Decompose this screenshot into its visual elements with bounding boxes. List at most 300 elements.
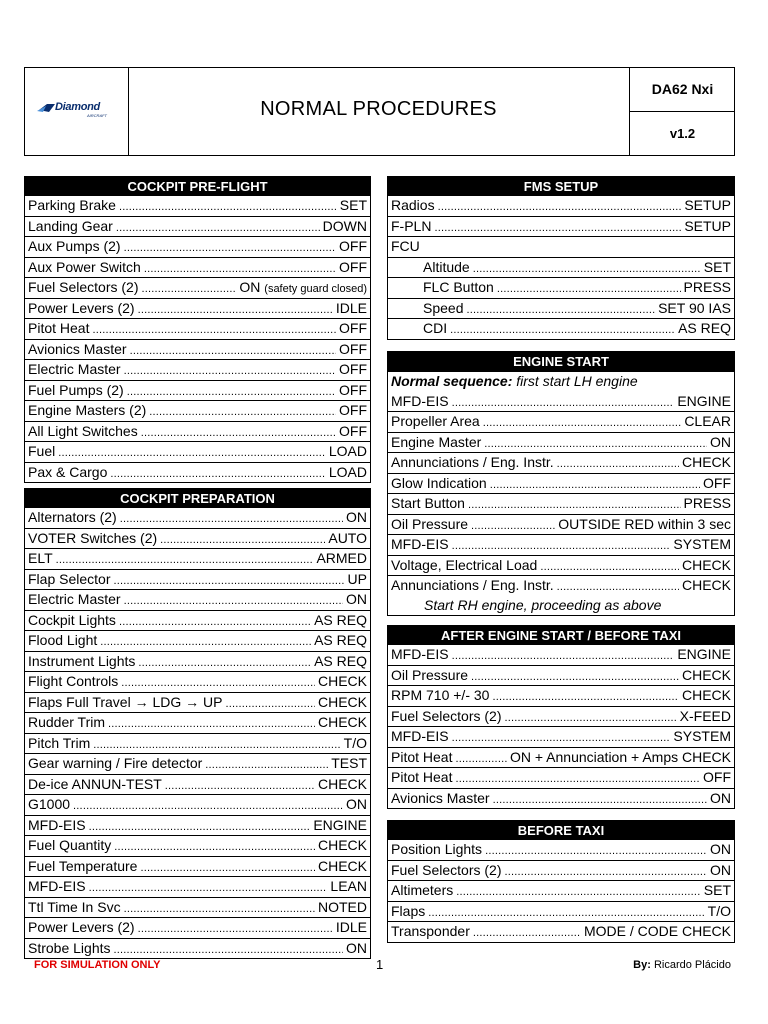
checklist-value [329, 463, 367, 483]
section-title: AFTER ENGINE START / BEFORE TAXI [388, 626, 734, 645]
value-text: CHECK [317, 837, 367, 853]
checklist-item: Start Button [391, 495, 465, 511]
value-text: SET [703, 882, 731, 898]
checklist-item: Pitot Heat [391, 769, 453, 785]
checklist-row [388, 726, 734, 747]
value-text: ON [346, 796, 367, 812]
checklist-value [682, 666, 731, 686]
checklist-row [25, 359, 370, 380]
leader-dots [73, 797, 343, 815]
leader-dots [557, 455, 679, 473]
leader-dots [468, 496, 681, 514]
checklist-value [318, 898, 367, 918]
checklist-item: Radios [391, 197, 435, 213]
checklist-value [318, 775, 367, 795]
value-text: AS REQ [314, 632, 367, 648]
checklist-row [25, 400, 370, 421]
title-cell [128, 68, 629, 155]
checklist-row [25, 298, 370, 319]
value-text: SET 90 IAS [658, 299, 731, 316]
checklist-item: Rudder Trim [28, 714, 106, 730]
checklist-value [346, 508, 367, 528]
checklist-row [388, 432, 734, 453]
value-text: CHECK [317, 857, 367, 874]
value-text: ON + Annunciation + Amps CHECK [510, 748, 731, 765]
value-text: AS REQ [678, 320, 731, 336]
leader-dots [485, 842, 707, 860]
checklist-item: MFD-EIS [391, 536, 449, 552]
checklist-item: FLC Button [423, 279, 494, 295]
checklist-row [25, 938, 370, 959]
checklist-item: MFD-EIS [391, 392, 449, 409]
value-text: SYSTEM [673, 728, 731, 744]
value-text: OFF [339, 361, 367, 377]
value-text: OUTSIDE RED within 3 sec [558, 515, 731, 532]
checklist-rows [25, 196, 370, 482]
checklist-value [348, 570, 367, 590]
checklist-row [388, 236, 734, 257]
logo-cell [25, 68, 129, 155]
value-text: ON [710, 789, 731, 806]
checklist-row [25, 856, 370, 877]
value-text: OFF [703, 474, 731, 491]
checklist-value [339, 401, 367, 421]
checklist-item: FCU [391, 238, 420, 254]
value-text: X-FEED [679, 707, 731, 724]
document-version: v1.2 [669, 126, 696, 141]
value-text: CHECK [317, 775, 367, 792]
value-text: LOAD [328, 443, 367, 459]
checklist-row [388, 706, 734, 727]
checklist-value [684, 412, 731, 432]
checklist-item: All Light Switches [28, 422, 138, 439]
leader-dots [160, 531, 325, 549]
value-text: SETUP [684, 217, 731, 234]
leader-dots [124, 900, 315, 918]
author-label: By: [633, 959, 651, 971]
checklist-value [704, 881, 731, 901]
checklist-row [25, 216, 370, 237]
leader-dots [93, 736, 340, 754]
normal-sequence-note [388, 371, 734, 392]
checklist-rows [25, 508, 370, 958]
leader-dots [504, 709, 676, 727]
checklist-item: Aux Pumps (2) [28, 238, 121, 254]
checklist-row [388, 921, 734, 942]
checklist-value [330, 877, 367, 897]
leader-dots [56, 551, 314, 569]
checklist-row [25, 528, 370, 549]
checklist-value [331, 754, 367, 774]
value-text: PRESS [683, 495, 731, 511]
value-text: SET [703, 258, 731, 275]
value-text: SYSTEM [673, 536, 731, 552]
checklist-item: VOTER Switches (2) [28, 529, 158, 546]
value-text: ON [710, 841, 731, 857]
leader-dots [484, 435, 707, 453]
checklist-value [346, 590, 367, 610]
checklist-value [584, 922, 731, 942]
checklist-row [25, 257, 370, 278]
checklist-rows [388, 392, 734, 596]
checklist-item: Pitot Heat [391, 748, 453, 765]
page-title: NORMAL PROCEDURES [260, 98, 497, 120]
leader-dots [434, 219, 681, 237]
checklist-row [388, 645, 734, 665]
value-text: ON [710, 433, 731, 450]
checklist-item: Position Lights [391, 841, 483, 857]
leader-dots [473, 260, 701, 278]
value-text: CHECK [681, 687, 731, 703]
checklist-item: Parking Brake [28, 197, 116, 213]
checklist-item: Avionics Master [391, 789, 490, 806]
checklist-item: Transponder [391, 923, 470, 939]
checklist-item: Electric Master [28, 361, 121, 377]
checklist-value [703, 768, 731, 788]
checklist-item: Annunciations / Eng. Instr. [391, 577, 554, 593]
leader-dots [557, 578, 679, 596]
section-fms-setup [387, 176, 735, 340]
checklist-item: Flaps Full Travel → LDG → UP [28, 693, 223, 710]
checklist-value [318, 857, 367, 877]
checklist-row [25, 692, 370, 713]
checklist-item: Oil Pressure [391, 666, 469, 683]
checklist-row [388, 277, 734, 298]
value-text: UP [347, 570, 367, 587]
checklist-item: Fuel Pumps (2) [28, 381, 124, 398]
value-text: OFF [339, 258, 367, 275]
checklist-item: Ttl Time In Svc [28, 898, 121, 915]
checklist-row [388, 534, 734, 555]
checklist-item: Power Levers (2) [28, 919, 135, 935]
value-text: OFF [339, 340, 367, 357]
checklist-row [25, 508, 370, 528]
value-text: CHECK [681, 666, 731, 683]
checklist-row [25, 339, 370, 360]
checklist-value [314, 611, 367, 631]
checklist-item: Glow Indication [391, 474, 487, 491]
checklist-item: MFD-EIS [391, 646, 449, 662]
checklist-item: Pitot Heat [28, 320, 90, 336]
checklist-row [25, 196, 370, 216]
value-text: OFF [339, 422, 367, 439]
model-cell [629, 68, 735, 155]
value-text: CHECK [681, 454, 731, 470]
checklist-item: Engine Masters (2) [28, 402, 147, 418]
leader-dots [497, 280, 681, 298]
checklist-value [558, 515, 731, 535]
checklist-value [318, 693, 367, 713]
checklist-value [329, 442, 367, 462]
checklist-row [25, 318, 370, 339]
checklist-item: Flood Light [28, 632, 98, 648]
value-text: IDLE [335, 919, 367, 935]
leader-dots [149, 403, 336, 421]
leader-dots [114, 941, 344, 959]
checklist-row [388, 392, 734, 412]
leader-dots [110, 465, 326, 483]
leader-dots [116, 219, 320, 237]
checklist-value [680, 707, 731, 727]
checklist-item: Fuel Selectors (2) [391, 861, 502, 878]
checklist-row [25, 441, 370, 462]
section-before-taxi [387, 820, 735, 943]
checklist-value [323, 217, 367, 237]
leader-dots [452, 537, 671, 555]
value-text: T/O [343, 734, 367, 751]
checklist-row [388, 298, 734, 319]
checklist-item: Flap Selector [28, 570, 111, 587]
checklist-item: ELT [28, 550, 53, 566]
value-text: CHECK [681, 556, 731, 573]
checklist-item: MFD-EIS [391, 728, 449, 744]
leader-dots [92, 321, 336, 339]
checklist-item: Pax & Cargo [28, 463, 108, 480]
leader-dots [138, 920, 333, 938]
leader-dots [100, 633, 311, 651]
value-text: OFF [339, 402, 367, 418]
value-text: ENGINE [677, 392, 731, 409]
checklist-value [710, 840, 731, 860]
checklist-value [344, 734, 367, 754]
value-text: LOAD [328, 463, 367, 480]
checklist-item: Aux Power Switch [28, 258, 141, 275]
checklist-item: Avionics Master [28, 340, 127, 357]
checklist-value [710, 433, 731, 453]
leader-dots [130, 342, 336, 360]
checklist-value [673, 535, 731, 555]
checklist-row [25, 733, 370, 754]
checklist-row [388, 493, 734, 514]
checklist-item: Fuel [28, 443, 56, 459]
leader-dots [438, 198, 682, 216]
checklist-item: Landing Gear [28, 217, 113, 234]
checklist-value [318, 713, 367, 733]
section-engine-start [387, 351, 735, 616]
value-text: PRESS [683, 279, 731, 295]
leader-dots [205, 756, 328, 774]
checklist-item: MFD-EIS [28, 816, 86, 833]
checklist-value [682, 686, 731, 706]
checklist-value [340, 196, 367, 216]
value-text: AUTO [328, 529, 367, 546]
checklist-value [313, 816, 367, 836]
leader-dots [121, 674, 315, 692]
checklist-item: Electric Master [28, 591, 121, 607]
checklist-value [710, 861, 731, 881]
value-text: CHECK [317, 693, 367, 710]
checklist-row [25, 753, 370, 774]
value-text: OFF [339, 381, 367, 398]
checklist-row [388, 318, 734, 339]
section-title: COCKPIT PREPARATION [25, 489, 370, 508]
value-text: CHECK [317, 673, 367, 689]
checklist-value [339, 237, 367, 257]
checklist-value [339, 258, 367, 278]
diamond-logo [37, 101, 121, 125]
leader-dots [114, 838, 315, 856]
checklist-value [339, 381, 367, 401]
checklist-row [25, 548, 370, 569]
value-text: OFF [339, 320, 367, 336]
checklist-item: Annunciations / Eng. Instr. [391, 454, 554, 470]
checklist-item: Altitude [423, 258, 470, 275]
checklist-row [388, 257, 734, 278]
value-text: CLEAR [684, 413, 731, 429]
checklist-row [25, 774, 370, 795]
checklist-value [710, 789, 731, 809]
checklist-value [684, 196, 731, 216]
checklist-row [388, 901, 734, 922]
checklist-item: Instrument Lights [28, 652, 136, 669]
leader-dots [124, 592, 343, 610]
checklist-row [388, 860, 734, 881]
checklist-value [677, 392, 731, 412]
value-text: CHECK [681, 577, 731, 593]
leader-dots [452, 394, 675, 412]
value-text: DOWN [322, 217, 367, 234]
value-text: ARMED [316, 550, 367, 566]
leader-dots [141, 424, 336, 442]
checklist-item: Fuel Quantity [28, 837, 112, 853]
author-credit [633, 959, 731, 971]
checklist-value [677, 645, 731, 665]
checklist-item: Gear warning / Fire detector [28, 755, 203, 771]
checklist-rows [388, 840, 734, 942]
checklist-row [25, 671, 370, 692]
checklist-value [316, 549, 367, 569]
checklist-row [25, 876, 370, 897]
checklist-value [682, 453, 731, 473]
checklist-row [388, 840, 734, 860]
checklist-item: Engine Master [391, 433, 482, 450]
checklist-value [673, 727, 731, 747]
leader-dots [89, 879, 328, 897]
checklist-row [388, 880, 734, 901]
value-text: AS REQ [314, 611, 367, 628]
checklist-item: Fuel Selectors (2) [28, 279, 139, 295]
value-text: ON [346, 939, 367, 956]
section-cockpit-preflight [24, 176, 371, 483]
author-name: Ricardo Plácido [653, 959, 731, 971]
checklist-item: De-ice ANNUN-TEST [28, 775, 162, 792]
value-text: MODE / CODE CHECK [583, 923, 731, 939]
checklist-value [703, 474, 731, 494]
leader-dots [89, 818, 311, 836]
checklist-item: Fuel Selectors (2) [391, 707, 502, 724]
value-text: ON [346, 509, 367, 525]
logo-text: Diamond [55, 101, 100, 113]
leader-dots [119, 198, 337, 216]
checklist-value [678, 319, 731, 339]
checklist-row [25, 236, 370, 257]
checklist-item: Fuel Temperature [28, 857, 138, 874]
leader-dots [138, 301, 333, 319]
leader-dots [456, 883, 701, 901]
checklist-item: Altimeters [391, 882, 454, 898]
leader-dots [119, 613, 311, 631]
checklist-row [25, 712, 370, 733]
checklist-row [388, 788, 734, 809]
leader-dots [140, 859, 315, 877]
value-text: CHECK [317, 714, 367, 730]
value-text: OFF [339, 238, 367, 254]
leader-dots [473, 924, 581, 942]
leader-dots [455, 750, 507, 768]
checklist-row [388, 575, 734, 596]
checklist-item: Flight Controls [28, 673, 119, 689]
checklist-row [25, 380, 370, 401]
leader-dots [428, 904, 704, 922]
checklist-item: Alternators (2) [28, 509, 117, 525]
value-text: AS REQ [314, 652, 367, 669]
checklist-value [339, 422, 367, 442]
checklist-value [339, 340, 367, 360]
value-text: T/O [707, 902, 731, 919]
value-text: SET [339, 197, 367, 213]
checklist-row [388, 685, 734, 706]
checklist-row [388, 555, 734, 576]
leader-dots [138, 654, 311, 672]
checklist-item: Pitch Trim [28, 734, 91, 751]
checklist-value [314, 652, 367, 672]
checklist-value [239, 278, 367, 298]
checklist-value [336, 918, 367, 938]
leader-dots [108, 715, 315, 733]
leader-dots [471, 668, 679, 686]
checklist-row [388, 216, 734, 237]
checklist-item: Power Levers (2) [28, 299, 135, 316]
checklist-value [346, 795, 367, 815]
checklist-rows [388, 645, 734, 808]
checklist-value [336, 299, 367, 319]
value-note: (safety guard closed) [264, 283, 367, 295]
value-text: ON [346, 591, 367, 607]
checklist-item: F-PLN [391, 217, 432, 234]
leader-dots [540, 558, 679, 576]
checklist-value [704, 258, 731, 278]
value-text: OFF [703, 769, 731, 785]
checklist-row [25, 610, 370, 631]
checklist-value [328, 529, 367, 549]
checklist-item: MFD-EIS [28, 878, 86, 894]
diamond-logo-icon [37, 102, 57, 114]
leader-dots [165, 777, 315, 795]
value-text: SETUP [684, 197, 731, 213]
checklist-value [346, 939, 367, 959]
aircraft-model: DA62 Nxi [630, 68, 735, 112]
checklist-item: RPM 710 +/- 30 [391, 687, 490, 703]
leader-dots [124, 362, 336, 380]
leader-dots [450, 321, 675, 339]
checklist-value [318, 836, 367, 856]
checklist-row [388, 473, 734, 494]
note-label: Normal sequence: [391, 373, 513, 389]
checklist-row [388, 665, 734, 686]
checklist-row [388, 452, 734, 473]
leader-dots [483, 414, 682, 432]
checklist-item: Strobe Lights [28, 939, 111, 956]
value-text: ON [710, 861, 731, 878]
leader-dots [493, 791, 707, 809]
checklist-item: Propeller Area [391, 413, 480, 429]
checklist-row [25, 421, 370, 442]
simulation-disclaimer: FOR SIMULATION ONLY [34, 959, 161, 971]
checklist-item: Voltage, Electrical Load [391, 556, 538, 573]
leader-dots [120, 510, 343, 528]
checklist-value [510, 748, 731, 768]
checklist-row [25, 277, 370, 298]
